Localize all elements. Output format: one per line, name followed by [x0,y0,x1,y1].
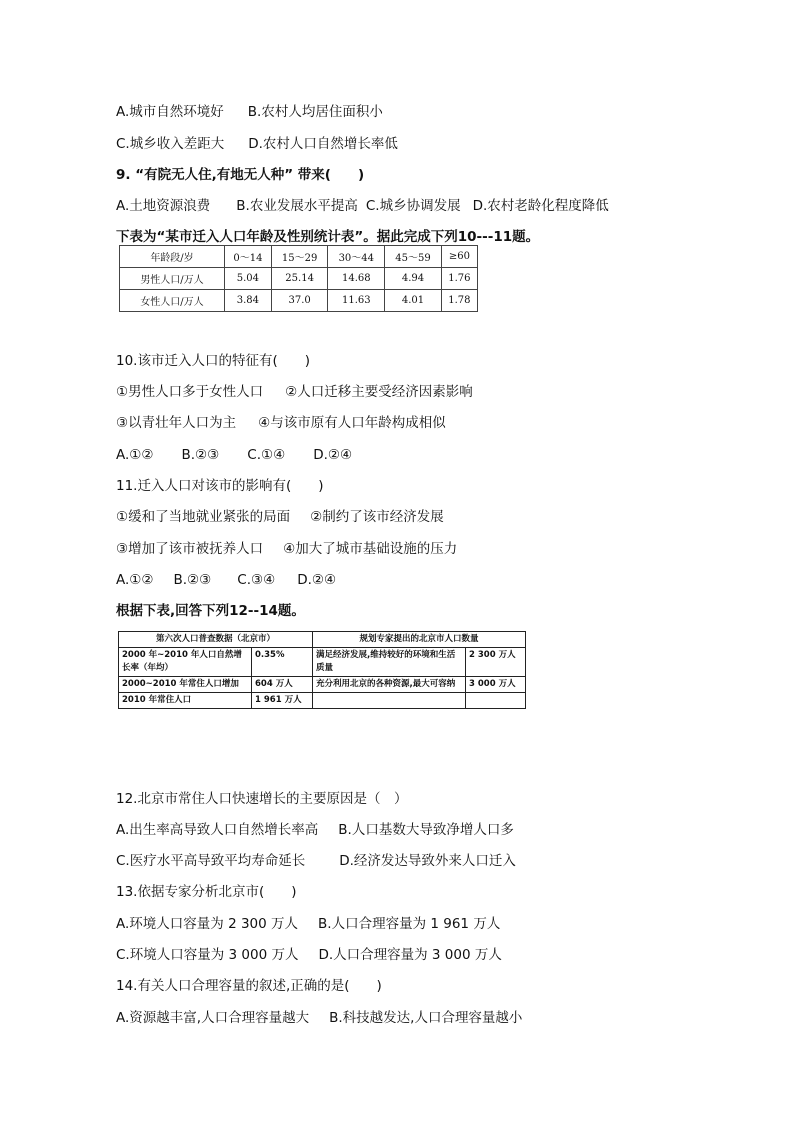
table2-intro: 根据下表,回答下列12--14题。 [116,603,305,619]
table-cell: 3 000 万人 [466,677,526,693]
option-d: D.农村人口自然增长率低 [248,136,398,152]
statement-3: ③增加了该市被抚养人口 [116,541,264,557]
table-cell: 4.01 [385,290,442,312]
header-cell: 45～59 [385,246,442,268]
table-row [120,268,478,290]
q14-stem: 14.有关人口合理容量的叙述,正确的是( ) [116,978,382,994]
table-cell: 2 300 万人 [466,648,526,677]
table-cell: 25.14 [271,268,328,290]
table-row [119,648,526,677]
header-cell: 30～44 [328,246,385,268]
option-c: C.城乡收入差距大 [116,136,225,152]
option-d: D.②④ [297,572,337,588]
table-cell: 4.94 [385,268,442,290]
statement-1: ①缓和了当地就业紧张的局面 [116,509,291,525]
row-label: 男性人口/万人 [120,268,225,290]
q11-statements-2 [116,540,457,558]
option-b: B.②③ [173,572,212,588]
statement-2: ②制约了该市经济发展 [310,509,444,525]
q9-options [116,197,609,215]
table-cell: 2000 年~2010 年人口自然增长率（年均） [119,648,252,677]
table-cell: 5.04 [225,268,272,290]
q14-options-ab [116,1009,522,1027]
option-a: A.土地资源浪费 [116,198,211,214]
header-cell: 0～14 [225,246,272,268]
table-cell: 充分利用北京的各种资源,最大可容纳 [313,677,466,693]
option-c: C.③④ [237,572,276,588]
statement-3: ③以青壮年人口为主 [116,415,237,431]
table-cell: 1 961 万人 [252,693,313,709]
q13-options-ab [116,915,500,933]
option-a: A.①② [116,447,154,463]
beijing-population-table [118,631,526,709]
table-row [119,693,526,709]
header-cell: 年龄段/岁 [120,246,225,268]
table-cell: 3.84 [225,290,272,312]
statement-4: ④与该市原有人口年龄构成相似 [258,415,446,431]
q12-options-ab [116,821,514,839]
option-b: B.人口基数大导致净增人口多 [338,822,514,838]
option-b: B.人口合理容量为 1 961 万人 [318,916,501,932]
header-cell: 规划专家提出的北京市人口数量 [313,632,526,648]
table-header-row [120,246,478,268]
table1-intro: 下表为“某市迁入人口年龄及性别统计表”。据此完成下列10---11题。 [116,229,540,245]
option-a: A.环境人口容量为 2 300 万人 [116,916,299,932]
table-header-row [119,632,526,648]
q10-statements-2 [116,414,446,432]
q10-options [116,446,352,464]
header-cell: 15～29 [271,246,328,268]
statement-1: ①男性人口多于女性人口 [116,384,264,400]
table-row [119,677,526,693]
row-label: 女性人口/万人 [120,290,225,312]
statement-4: ④加大了城市基础设施的压力 [283,541,458,557]
option-c: C.环境人口容量为 3 000 万人 [116,947,299,963]
table-cell [313,693,466,709]
option-b: B.②③ [181,447,220,463]
table-cell: 37.0 [271,290,328,312]
q13-stem: 13.依据专家分析北京市( ) [116,884,297,900]
option-d: D.农村老龄化程度降低 [472,198,609,214]
q8-options-ab [116,103,383,121]
header-cell: 第六次人口普查数据（北京市） [119,632,313,648]
q11-options [116,571,336,589]
age-sex-table [119,245,478,312]
table-cell: 1.76 [441,268,477,290]
table-row [120,290,478,312]
table-cell: 满足经济发展,维持较好的环境和生活质量 [313,648,466,677]
table-cell: 2010 年常住人口 [119,693,252,709]
table-cell: 1.78 [441,290,477,312]
q8-options-cd [116,135,398,153]
option-c: C.医疗水平高导致平均寿命延长 [116,853,306,869]
statement-2: ②人口迁移主要受经济因素影响 [285,384,473,400]
q11-stem: 11.迁入人口对该市的影响有( ) [116,478,324,494]
option-d: D.②④ [313,447,353,463]
option-a: A.出生率高导致人口自然增长率高 [116,822,319,838]
option-a: A.资源越丰富,人口合理容量越大 [116,1010,310,1026]
q10-statements-1 [116,383,473,401]
q9-stem: 9. “有院无人住,有地无人种” 带来( ) [116,167,365,183]
header-cell: ≥60 [441,246,477,268]
q13-options-cd [116,946,502,964]
option-a: A.城市自然环境好 [116,104,224,120]
q11-statements-1 [116,508,444,526]
table-cell [466,693,526,709]
q10-stem: 10.该市迁入人口的特征有( ) [116,353,311,369]
q12-options-cd [116,852,516,870]
table-cell: 604 万人 [252,677,313,693]
option-b: B.农村人均居住面积小 [247,104,383,120]
q12-stem: 12.北京市常住人口快速增长的主要原因是（ ） [116,791,408,807]
option-b: B.科技越发达,人口合理容量越小 [329,1010,523,1026]
option-b: B.农业发展水平提高 [236,198,358,214]
table-cell: 2000~2010 年常住人口增加 [119,677,252,693]
table-cell: 0.35% [252,648,313,677]
option-d: D.经济发达导致外来人口迁入 [339,853,516,869]
option-d: D.人口合理容量为 3 000 万人 [318,947,502,963]
option-a: A.①② [116,572,154,588]
option-c: C.①④ [247,447,286,463]
option-c: C.城乡协调发展 [365,198,461,214]
table-cell: 11.63 [328,290,385,312]
table-cell: 14.68 [328,268,385,290]
